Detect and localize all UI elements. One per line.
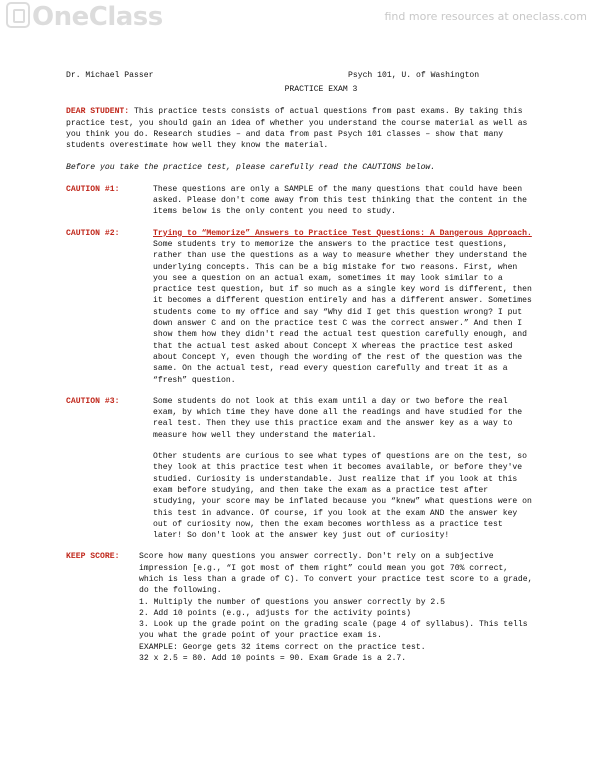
oneclass-logo[interactable] [6, 2, 163, 32]
oneclass-banner [0, 0, 595, 36]
caution-3-text-1: Some students do not look at this exam until a day or two before the real exam, by which time they have done all the readings and have studied for the real test. Then they use this practice exam and the answer key as a way to measure how well they understand the material. [153, 396, 523, 440]
keep-score-step-2: 2. Add 10 points (e.g., adjusts for the activity points) [139, 608, 411, 618]
instructor-name: Dr. Michael Passer [66, 71, 154, 80]
caution-2-body [153, 228, 536, 386]
logo-text: OneClass [32, 2, 163, 32]
resources-link[interactable]: find more resources at oneclass.com [384, 10, 587, 23]
keep-score [66, 551, 536, 664]
before-note: Before you take the practice test, please carefully read the CAUTIONS below. [66, 163, 436, 173]
caution-2-label: CAUTION #2: [66, 228, 120, 238]
intro-paragraph [66, 106, 536, 151]
keep-score-calc: 32 x 2.5 = 80. Add 10 points = 90. Exam Grade is a 2.7. [139, 654, 407, 664]
keep-score-step-1: 1. Multiply the number of questions you answer correctly by 2.5 [139, 597, 445, 607]
caution-3-label: CAUTION #3: [66, 396, 120, 406]
course-name: Psych 101, U. of Washington [348, 71, 480, 80]
caution-1-label: CAUTION #1: [66, 184, 120, 194]
document-title: PRACTICE EXAM 3 [284, 85, 358, 94]
intro-label: DEAR STUDENT: [66, 107, 130, 117]
caution-1 [66, 184, 536, 218]
oneclass-badge-icon [6, 2, 30, 28]
caution-2-heading: Trying to “Memorize” Answers to Practice Test Questions: A Dangerous Approach. [153, 228, 532, 238]
caution-3-text-2: Other students are curious to see what types of questions are on the test, so they look at this practice test when it becomes available, or before they've studied. Curiosity is understandable. Just realize that if you look at this exam before studying, and then take the exam as a practice test after studying, your score may be inflated because you “knew” what questions were on this test in advance. Of course, if you look at the exam AND the answer key out of curiosity now, then the exam becomes worthless as a practice test later! So don't look at the answer key just out of curiosity! [153, 452, 532, 541]
keep-score-label: KEEP SCORE: [66, 552, 120, 562]
caution-3 [66, 396, 536, 441]
intro-text: This practice tests consists of actual questions from past exams. By taking this practice test, you should gain an idea of whether you understand the course material as well as you think you do. Research studies – and data from past Psych 101 classes – show that many students overestimate how well they know the material. [66, 107, 528, 151]
document-header [66, 70, 536, 81]
caution-1-text: These questions are only a SAMPLE of the many questions that could have been asked. Please don't come away from this test thinking that the content in the items below is the only content you need to study. [153, 184, 527, 217]
keep-score-body [139, 551, 536, 664]
caution-2 [66, 228, 536, 386]
keep-score-example: EXAMPLE: George gets 32 items correct on the practice test. [139, 642, 426, 652]
keep-score-step-3: 3. Look up the grade point on the grading scale (page 4 of syllabus). This tells you what the grade point of your practice exam is. [139, 620, 528, 641]
document-page [66, 70, 536, 664]
caution-2-text: Some students try to memorize the answers to the practice test questions, rather than use the questions as a way to measure whether they understand the underlying concepts. This can be a big mistake for two reasons. First, when you see a question on an actual exam, sometimes it may look similar to a practice test question, but if so much as a single key word is different, then it becomes a different question entirely and has a different answer. Sometimes students come to my office and say “Why did I get this question wrong? I put down answer C and on the practice test C was the correct answer.” And then I show them how they didn't read the actual test question carefully enough, and that the actual test asked about Concept X whereas the practice test asked about Concept Y, even though the wording of the rest of the question was the same. On the actual test, read every question carefully and treat it as a “fresh” question. [153, 239, 532, 385]
keep-score-text: Score how many questions you answer correctly. Don't rely on a subjective impression [e.g., “I got most of them right” could mean you got 70% correct, which is less than a grade of C). To convert your practice test score to a grade, do the following. [139, 552, 533, 596]
